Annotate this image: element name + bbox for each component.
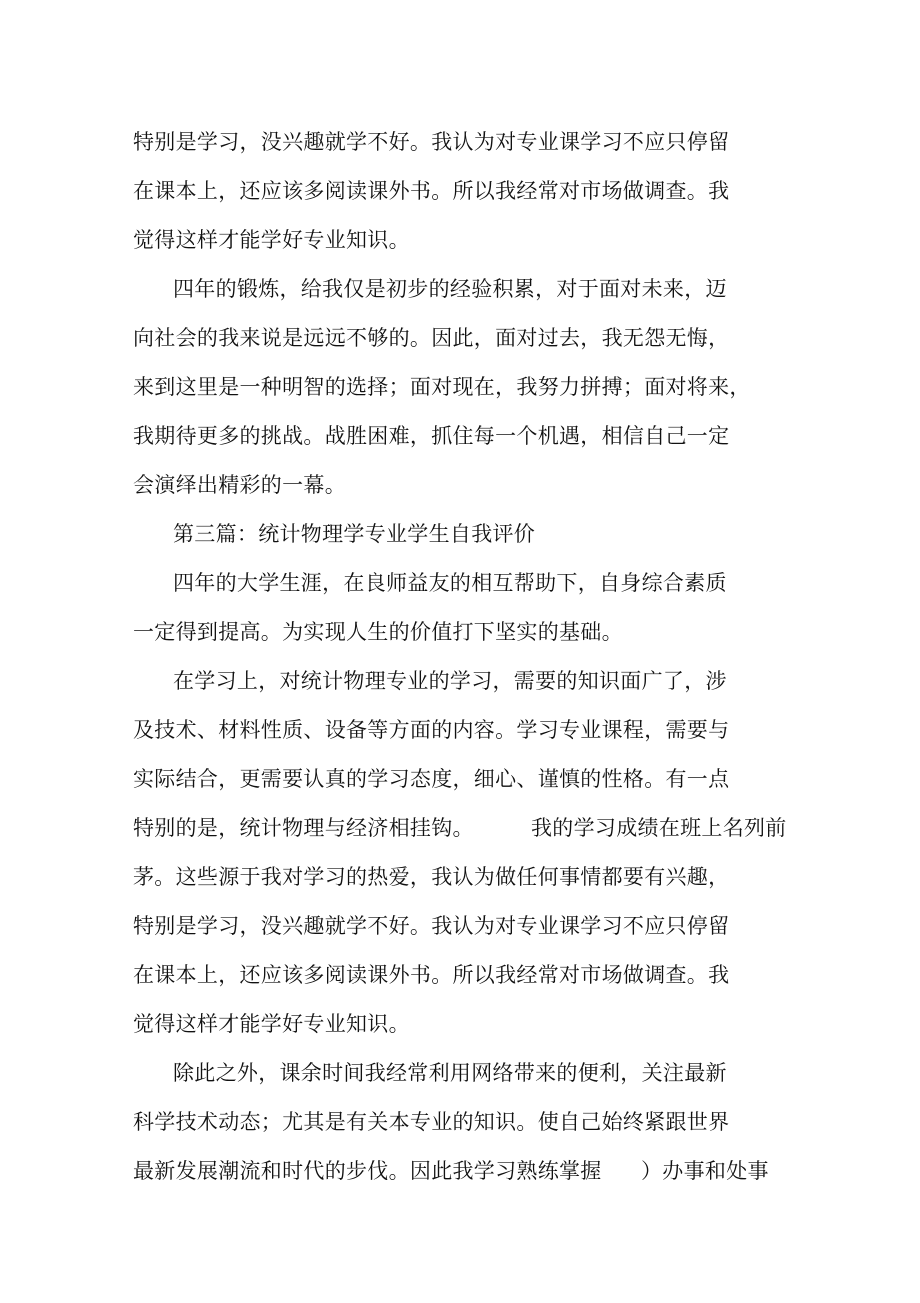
text-line: 觉得这样才能学好专业知识。: [133, 228, 410, 252]
text-line: 茅。这些源于我对学习的热爱，我认为做任何事情都要有兴趣，: [133, 865, 730, 889]
text-line: 在学习上，对统计物理专业的学习，需要的知识面广了，涉: [173, 669, 727, 693]
section-heading: 第三篇：统计物理学专业学生自我评价: [173, 522, 536, 546]
text-line: 在课本上，还应该多阅读课外书。所以我经常对市场做调查。我: [133, 963, 730, 987]
text-line: 特别是学习，没兴趣就学不好。我认为对专业课学习不应只停留: [133, 130, 730, 154]
text-line: 向社会的我来说是远远不够的。因此，面对过去，我无怨无悔，: [133, 326, 730, 350]
text-line: 会演绎出精彩的一幕。: [133, 473, 346, 497]
text-line-continued: 我的学习成绩在班上名列前: [531, 816, 787, 840]
text-line: 最新发展潮流和时代的步伐。因此我学习熟练掌握: [133, 1159, 602, 1183]
text-line: 四年的大学生涯，在良师益友的相互帮助下，自身综合素质: [173, 571, 727, 595]
text-line: 实际结合，更需要认真的学习态度，细心、谨慎的性格。有一点: [133, 767, 730, 791]
text-line: 来到这里是一种明智的选择；面对现在，我努力拼搏；面对将来，: [133, 375, 751, 399]
text-line: 特别的是，统计物理与经济相挂钩。: [133, 816, 474, 840]
text-line: 及技术、材料性质、设备等方面的内容。学习专业课程，需要与: [133, 718, 730, 742]
text-line: 一定得到提高。为实现人生的价值打下坚实的基础。: [133, 620, 623, 644]
text-line: 在课本上，还应该多阅读课外书。所以我经常对市场做调查。我: [133, 179, 730, 203]
text-line: 特别是学习，没兴趣就学不好。我认为对专业课学习不应只停留: [133, 914, 730, 938]
text-line-continued: ）办事和处事: [641, 1159, 769, 1183]
text-line: 科学技术动态；尤其是有关本专业的知识。使自己始终紧跟世界: [133, 1110, 730, 1134]
text-line: 觉得这样才能学好专业知识。: [133, 1012, 410, 1036]
text-line: 我期待更多的挑战。战胜困难，抓住每一个机遇，相信自己一定: [133, 424, 730, 448]
text-line: 除此之外，课余时间我经常利用网络带来的便利，关注最新: [173, 1061, 727, 1085]
text-line: 四年的锻炼，给我仅是初步的经验积累，对于面对未来，迈: [173, 277, 727, 301]
